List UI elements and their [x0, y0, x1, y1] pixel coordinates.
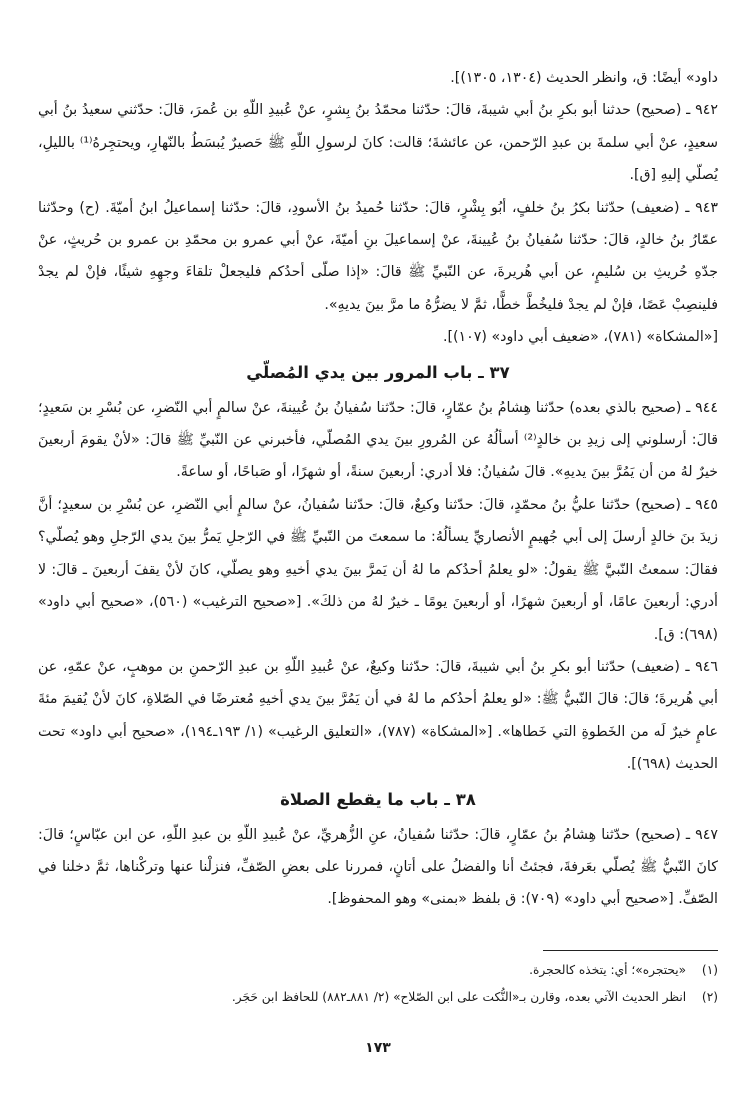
- hadith-944: ٩٤٤ ـ (صحيح بالذي بعده) حدّثنا هِشامُ بنُ عمّارٍ، قالَ: حدّثنا سُفيانُ بنُ عُيينةَ، عنْ سالمٍ أبي النّضرِ، عن بُسْرِ بن سَعيدٍ؛ قالَ: أرسلوني إلى زيدِ بن خالدٍ⁽²⁾ أسألُهُ عن المُرورِ بينَ يدي المُصلّي، فأخبرني عن النّبيِّ ﷺ قالَ: «لأنْ يقومَ أربعينَ خيرٌ لهُ من أن يَمُرَّ بينَ يديهِ». قالَ سُفيانُ: فلا أدري: أربعينَ سنةً، أو شهرًا، أو صَباحًا، أو ساعةً.: [38, 399, 718, 481]
- footnote-text: انظر الحديث الآتي بعده، وقارن بـ«النُّكت على ابن الصّلاح» (٢/ ٨٨١ـ٨٨٢) للحافظ ابن حَجَر.: [231, 990, 687, 1004]
- hadith-945: ٩٤٥ ـ (صحيح) حدّثنا عليُّ بنُ محمّدٍ، قالَ: حدّثنا وكيعٌ، قالَ: حدّثنا سُفيانُ، عنْ سالمٍ أبي النّضرِ، عن بُسْرِ بن سعيدٍ؛ أنَّ زيدَ بنَ خالدٍ أرسلَ إلى أبي جُهيمٍ الأنصاريِّ يسألُهُ: ما سمعتَ من النّبيِّ ﷺ في الرّجلِ يَمرُّ بينَ يدي الرّجلِ وهو يُصلّي؟ فقالَ: سمعتُ النّبيَّ ﷺ يقولُ: «لو يعلمُ أحدُكم ما لهُ أن يَمرَّ بينَ يدي أخيهِ وهو يصلّي، كانَ لأنْ يقفَ أربعينَ ـ قالَ: لا أدري: أربعينَ عامًا، أو أربعينَ شهرًا، أو أربعينَ يومًا ـ خيرٌ لهُ من ذلكَ». [«صحيح الترغيب» (٥٦٠)، «صحيح أبي داود» (٦٩٨): ق].: [38, 496, 718, 643]
- footnote-mark: (١): [701, 963, 718, 977]
- hadith-943: ٩٤٣ ـ (ضعيف) حدّثنا بكرُ بنُ خلفٍ، أبُو بِشْرٍ، قالَ: حدّثنا حُميدُ بنُ الأسودِ، قالَ: حدّثنا إسماعيلُ ابنُ أميّةَ. (ح) وحدّثنا عمّارُ بنُ خالدٍ، قالَ: حدّثنا سُفيانُ بنُ عُيينةَ، عنْ إسماعيلَ بنِ أميّةَ، عنْ أبي عمرو بن محمّدِ بن عمرو بن حُريثٍ، عنْ جدّهِ حُريثِ بن سُليمٍ، عن أبي هُريرةَ، عن النّبيِّ ﷺ قالَ: «إذا صلّى أحدُكم فليجعلْ تلقاءَ وجهِهِ شيئًا، فإنْ لم يجدْ فلينصِبْ عَصًا، فإنْ لم يجدْ فليخُطَّ خطًّا، ثمَّ لا يضرُّهُ ما مرَّ بينَ يديهِ».: [38, 199, 718, 313]
- footnote-divider: [543, 950, 718, 951]
- hadith-942: ٩٤٢ ـ (صحيح) حدثنا أبو بكرِ بنُ أبي شيبةَ، قالَ: حدّثنا محمّدُ بنُ بِشرٍ، عنْ عُبيدِ اللّهِ بن عُمرَ، قالَ: حدّثني سعيدُ بنُ أبي سعيدٍ، عنْ أبي سلمةَ بن عبدِ الرّحمن، عن عائشةَ؛ قالت: كانَ لرسولِ اللّهِ ﷺ حَصيرٌ يُبسَطُ بالنّهارِ، ويحتجِرهُ⁽¹⁾ بالليلِ، يُصلّي إليهِ [ق].: [38, 102, 719, 184]
- footnote-mark: (٢): [701, 990, 718, 1004]
- page-number: ١٧٣: [365, 1040, 391, 1056]
- hadith-943-reference: [«المشكاة» (٧٨١)، «ضعيف أبي داود» (١٠٧)].: [442, 329, 718, 346]
- chapter-heading-37: ٣٧ ـ باب المرور بين يدي المُصلّي: [246, 362, 510, 382]
- footnote-text: «يحتجره»؛ أي: يتخذه كالحجرة.: [529, 963, 687, 977]
- footnote-1: [38, 957, 718, 984]
- footnote-2: [38, 984, 718, 1011]
- chapter-heading-38: ٣٨ ـ باب ما يقطع الصلاة: [280, 789, 476, 809]
- continuation-line: داود» أيضًا: ق، وانظر الحديث (١٣٠٤، ١٣٠٥)].: [450, 70, 718, 86]
- page-body: [38, 62, 718, 916]
- footnotes: [38, 950, 718, 1011]
- hadith-946: ٩٤٦ ـ (ضعيف) حدّثنا أبو بكرِ بنُ أبي شيبةَ، قالَ: حدّثنا وكيعٌ، عنْ عُبيدِ اللّهِ بن عبدِ الرّحمنِ بن موهبٍ، عنْ عمّهِ، عن أبي هُريرةَ؛ قالَ: قالَ النّبيُّ ﷺ: «لو يعلمُ أحدُكم ما لهُ في أن يَمُرَّ بينَ يدي أخيهِ مُعترضًا في الصّلاةِ، كانَ لأنْ يُقيمَ مئةَ عامٍ خيرٌ لَه من الخَطوةِ التي خَطاها». [«المشكاة» (٧٨٧)، «التعليق الرغيب» (١/ ١٩٣ـ١٩٤)، «صحيح أبي داود» تحت الحديث (٦٩٨)].: [38, 658, 719, 773]
- hadith-947: ٩٤٧ ـ (صحيح) حدّثنا هِشامُ بنُ عمّارٍ، قالَ: حدّثنا سُفيانُ، عنِ الزُّهريِّ، عنْ عُبيدِ اللّهِ بن عبدِ اللّهِ، عن ابن عبّاسٍ؛ قالَ: كانَ النّبيُّ ﷺ يُصلّي بعَرفةَ، فجئتُ أنا والفضلُ على أتانٍ، فمررنا على بعضِ الصّفِّ، فنزلْنا عنها وتركْناها، ثمَّ دخلنا في الصّفِّ. [«صحيح أبي داود» (٧٠٩): ق بلفظ «بمنى» وهو المحفوظ].: [38, 826, 718, 908]
